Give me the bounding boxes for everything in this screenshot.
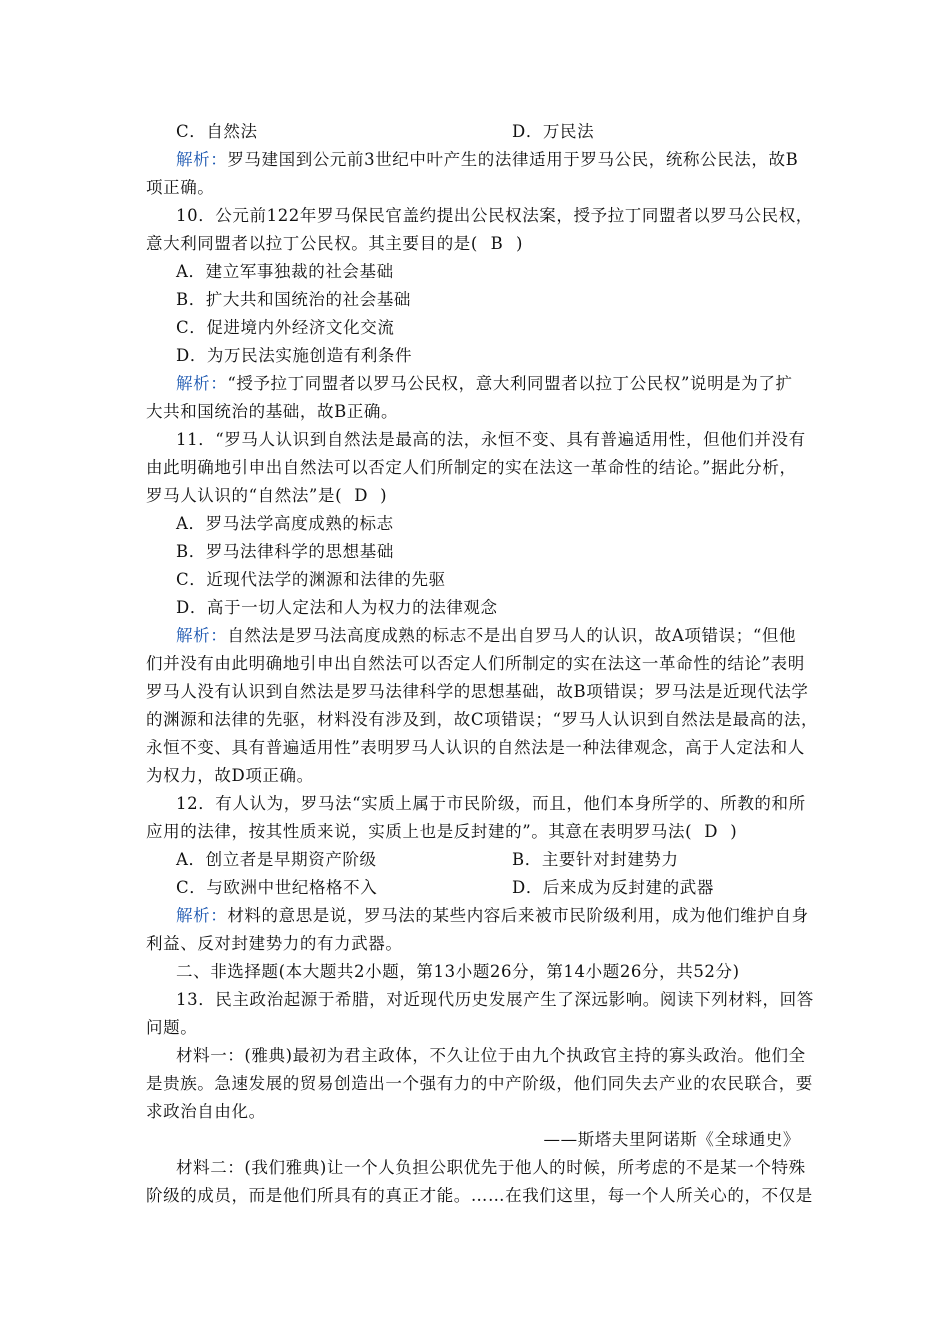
explanation-label: 解析： <box>176 374 228 393</box>
explanation-label: 解析： <box>176 150 228 169</box>
q12-explanation-text: 材料的意思是说，罗马法的某些内容后来被市民阶级利用，成为他们维护自身 <box>227 906 809 925</box>
q11-answer: D <box>354 486 369 505</box>
q10-answer: B <box>490 234 504 253</box>
q9-option-d: D．万民法 <box>512 122 595 141</box>
q13-material-1-line-1: 材料一：(雅典)最初为君主政体，不久让位于由九个执政官主持的寡头政治。他们全 <box>176 1046 806 1065</box>
q12-option-c: C．与欧洲中世纪格格不入 <box>176 878 378 897</box>
q11-option-d: D．高于一切人定法和人为权力的法律观念 <box>176 598 498 617</box>
q12-option-d: D．后来成为反封建的武器 <box>512 878 714 897</box>
q10-explanation-line-2: 大共和国统治的基础，故B正确。 <box>146 402 399 421</box>
q11-explanation-text: 自然法是罗马法高度成熟的标志不是出自罗马人的认识，故A项错误；“但他 <box>227 626 797 645</box>
q10-option-d: D．为万民法实施创造有利条件 <box>176 346 413 365</box>
q9-explanation-line-2: 项正确。 <box>146 178 215 197</box>
explanation-label: 解析： <box>176 906 228 925</box>
q11-stem-line-3 <box>146 482 806 510</box>
section-heading: 二、非选择题(本大题共2小题，第13小题26分，第14小题26分，共52分) <box>176 962 740 981</box>
q11-option-b: B．罗马法律科学的思想基础 <box>176 542 394 561</box>
explanation-label: 解析： <box>176 626 228 645</box>
q13-material-1-source: ——斯塔夫里阿诺斯《全球通史》 <box>543 1130 800 1149</box>
q13-material-1-line-3: 求政治自由化。 <box>146 1102 266 1121</box>
q11-explanation-line-2: 们并没有由此明确地引申出自然法可以否定人们所制定的实在法这一革命性的结论”表明 <box>146 654 805 673</box>
q12-stem-text: 应用的法律，按其性质来说，实质上也是反封建的”。其意在表明罗马法( <box>146 822 693 841</box>
q10-explanation-line-1 <box>176 370 836 398</box>
q12-stem-line-1: 12．有人认为，罗马法“实质上属于市民阶级，而且，他们本身所学的、所教的和所 <box>176 794 806 813</box>
q9-option-c: C．自然法 <box>176 122 258 141</box>
q13-material-1-line-2: 是贵族。急速发展的贸易创造出一个强有力的中产阶级，他们同失去产业的农民联合，要 <box>146 1074 813 1093</box>
q10-option-c: C．促进境内外经济文化交流 <box>176 318 395 337</box>
q12-answer: D <box>704 822 719 841</box>
q12-option-a: A．创立者是早期资产阶级 <box>176 850 377 869</box>
q11-explanation-line-3: 罗马人没有认识到自然法是罗马法律科学的思想基础，故B项错误；罗马法是近现代法学 <box>146 682 809 701</box>
q12-option-b: B．主要针对封建势力 <box>512 850 679 869</box>
q10-stem-text: 意大利同盟者以拉丁公民权。其主要目的是( <box>146 234 478 253</box>
q10-explanation-text: “授予拉丁同盟者以罗马公民权，意大利同盟者以拉丁公民权”说明是为了扩 <box>227 374 793 393</box>
q10-stem-line-1: 10．公元前122年罗马保民官盖约提出公民权法案，授予拉丁同盟者以罗马公民权， <box>176 206 813 225</box>
q10-stem-close: ) <box>515 234 523 253</box>
q11-explanation-line-6: 为权力，故D项正确。 <box>146 766 314 785</box>
q9-explanation-line-1 <box>176 146 836 174</box>
q11-explanation-line-1 <box>176 622 836 650</box>
q11-stem-line-2: 由此明确地引申出自然法可以否定人们所制定的实在法这一革命性的结论。”据此分析， <box>146 458 797 477</box>
q11-option-c: C．近现代法学的渊源和法律的先驱 <box>176 570 446 589</box>
q11-explanation-line-4: 的渊源和法律的先驱，材料没有涉及到，故C项错误；“罗马人认识到自然法是最高的法， <box>146 710 819 729</box>
q13-stem-line-2: 问题。 <box>146 1018 198 1037</box>
q11-stem-line-1: 11．“罗马人认识到自然法是最高的法，永恒不变、具有普遍适用性，但他们并没有 <box>176 430 806 449</box>
q11-option-a: A．罗马法学高度成熟的标志 <box>176 514 394 533</box>
q13-material-2-line-2: 阶级的成员，而是他们所具有的真正才能。……在我们这里，每一个人所关心的，不仅是 <box>146 1186 813 1205</box>
q12-explanation-line-2: 利益、反对封建势力的有力武器。 <box>146 934 403 953</box>
q12-explanation-line-1 <box>176 902 836 930</box>
q11-explanation-line-5: 永恒不变、具有普遍适用性”表明罗马人认识的自然法是一种法律观念，高于人定法和人 <box>146 738 805 757</box>
q13-stem-line-1: 13．民主政治起源于希腊，对近现代历史发展产生了深远影响。阅读下列材料，回答 <box>176 990 814 1009</box>
q10-stem-line-2 <box>146 230 806 258</box>
q9-explanation-text: 罗马建国到公元前3世纪中叶产生的法律适用于罗马公民，统称公民法，故B <box>227 150 799 169</box>
q10-option-b: B．扩大共和国统治的社会基础 <box>176 290 412 309</box>
q12-stem-close: ) <box>730 822 738 841</box>
q13-material-2-line-1: 材料二：(我们雅典)让一个人负担公职优先于他人的时候，所考虑的不是某一个特殊 <box>176 1158 806 1177</box>
q12-stem-line-2 <box>146 818 806 846</box>
q11-stem-close: ) <box>380 486 388 505</box>
q11-stem-text: 罗马人认识的“自然法”是( <box>146 486 343 505</box>
q10-option-a: A．建立军事独裁的社会基础 <box>176 262 394 281</box>
